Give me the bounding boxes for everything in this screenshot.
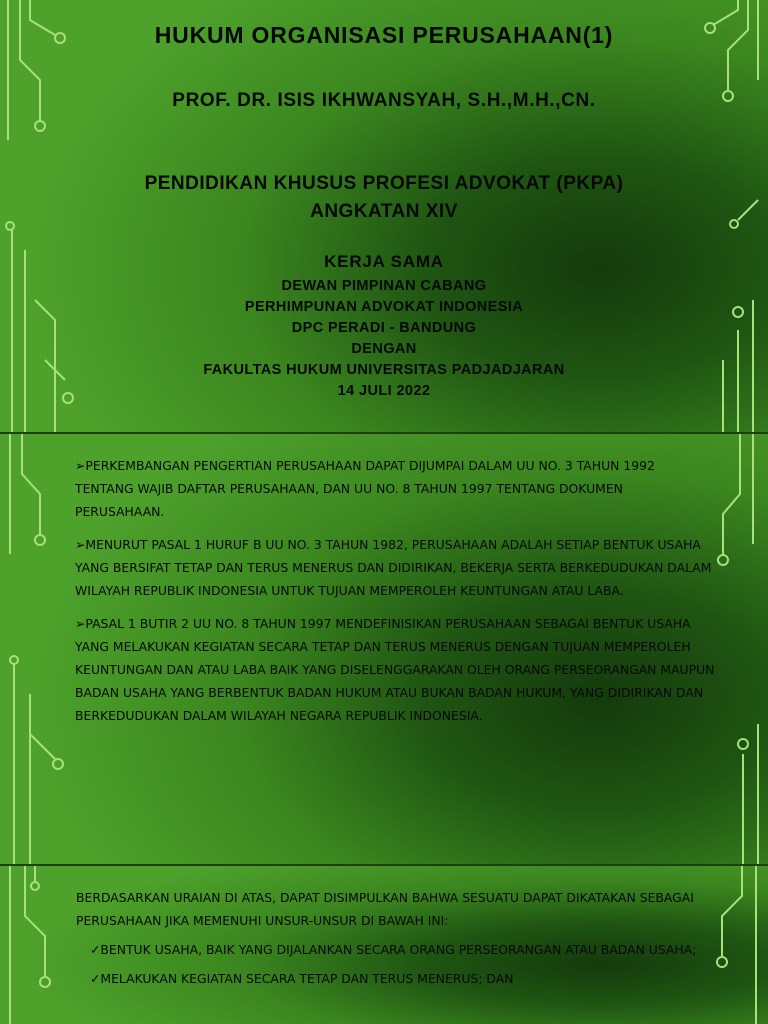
partner-line: PERHIMPUNAN ADVOKAT INDONESIA: [244, 299, 524, 315]
bullet-item: [75, 454, 715, 523]
slide-title: [0, 0, 768, 432]
partner-list: [0, 276, 768, 402]
check-icon: ✓: [90, 942, 101, 957]
check-icon: ✓: [90, 971, 101, 986]
slide-conclusion: [0, 866, 768, 1024]
kerja-sama-heading: KERJA SAMA: [324, 252, 444, 271]
circuit-decoration-left: [0, 434, 80, 864]
partner-line: DPC PERADI - BANDUNG: [291, 320, 477, 336]
bullet-text: MENURUT PASAL 1 HURUF B UU NO. 3 TAHUN 1982, PERUSAHAAN ADALAH SETIAP BENTUK USAHA YANG BERSIFAT TETAP DAN TERUS MENERUS DAN DIDIRIKAN, BEKERJA SERTA BERKEDUDUKAN DALAM WILAYAH REPUBLIK INDONESIA UNTUK TUJUAN MEMPEROLEH KEUNTUNGAN ATAU LABA.: [75, 537, 712, 598]
arrow-bullet-icon: ➢: [75, 458, 86, 473]
bullet-item: [75, 533, 715, 602]
check-item-text: MELAKUKAN KEGIATAN SECARA TETAP DAN TERUS MENERUS; DAN: [100, 971, 514, 986]
event-date: 14 JULI 2022: [337, 383, 431, 399]
program-heading: [0, 170, 768, 226]
check-item-text: BENTUK USAHA, BAIK YANG DIJALANKAN SECARA ORANG PERSEORANGAN ATAU BADAN USAHA;: [100, 942, 697, 957]
arrow-bullet-icon: ➢: [75, 616, 86, 631]
definition-bullet-list: [75, 454, 715, 737]
bullet-text: PERKEMBANGAN PENGERTIAN PERUSAHAAN DAPAT DIJUMPAI DALAM UU NO. 3 TAHUN 1992 TENTANG WAJIB DAFTAR PERUSAHAAN, DAN UU NO. 8 TAHUN 1997 TENTANG DOKUMEN PERUSAHAAN.: [75, 458, 655, 519]
slide-definitions: [0, 434, 768, 864]
arrow-bullet-icon: ➢: [75, 537, 86, 552]
conclusion-content: [76, 886, 716, 990]
partner-line: FAKULTAS HUKUM UNIVERSITAS PADJADJARAN: [203, 362, 565, 378]
program-line-1: PENDIDIKAN KHUSUS PROFESI ADVOKAT (PKPA): [144, 173, 624, 194]
conclusion-intro: BERDASARKAN URAIAN DI ATAS, DAPAT DISIMPULKAN BAHWA SESUATU DAPAT DIKATAKAN SEBAGAI PERUSAHAAN JIKA MEMENUHI UNSUR-UNSUR DI BAWAH INI:: [76, 890, 694, 928]
partner-line: DENGAN: [351, 341, 417, 357]
partner-line: DEWAN PIMPINAN CABANG: [281, 278, 487, 294]
author-name: PROF. DR. ISIS IKHWANSYAH, S.H.,M.H.,CN.: [172, 90, 596, 111]
check-item: [76, 967, 716, 990]
presentation-title: HUKUM ORGANISASI PERUSAHAAN(1): [154, 22, 614, 48]
check-item: [76, 938, 716, 961]
bullet-text: PASAL 1 BUTIR 2 UU NO. 8 TAHUN 1997 MENDEFINISIKAN PERUSAHAAN SEBAGAI BENTUK USAHA YANG MELAKUKAN KEGIATAN SECARA TETAP DAN TERUS MENERUS DENGAN TUJUAN MEMPEROLEH KEUNTUNGAN DAN ATAU LABA BAIK YANG DISELENGGARAKAN OLEH ORANG PERSEORANGAN MAUPUN BADAN USAHA YANG BERBENTUK BADAN HUKUM ATAU BUKAN BADAN HUKUM, YANG DIDIRIKAN DAN BERKEDUDUKAN DALAM WILAYAH NEGARA REPUBLIK INDONESIA.: [75, 616, 715, 723]
bullet-item: [75, 612, 715, 727]
program-line-2: ANGKATAN XIV: [310, 201, 458, 222]
circuit-decoration-left: [0, 866, 80, 1024]
